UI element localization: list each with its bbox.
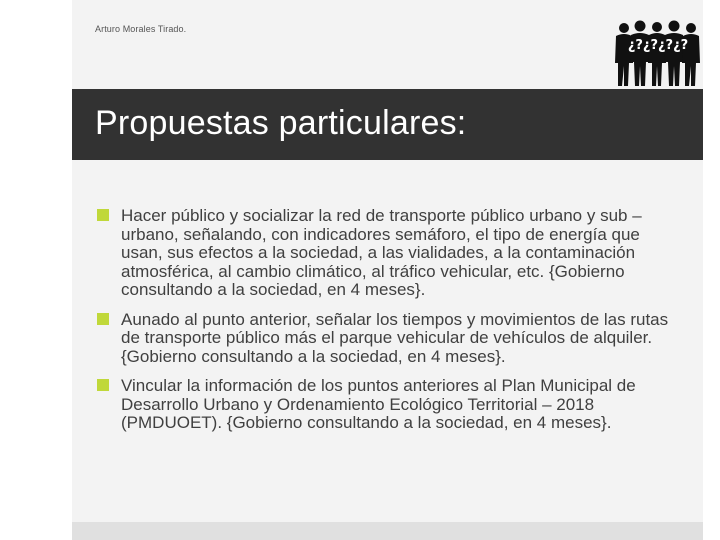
bullet-item (97, 311, 681, 367)
footer-band (72, 522, 703, 540)
author-name: Arturo Morales Tirado. (95, 24, 187, 34)
square-bullet-icon (97, 313, 109, 325)
bullet-item (97, 377, 681, 433)
logo-question-marks: ¿?¿?¿?¿? (627, 38, 689, 53)
square-bullet-icon (97, 379, 109, 391)
people-silhouettes-logo-icon (612, 18, 702, 88)
bullet-item (97, 207, 681, 300)
bullet-text: Hacer público y socializar la red de transporte público urbano y sub – urbano, señalando, con indicadores semáforo, el tipo de energía que usan, sus efectos a la sociedad, a las vialidades, a la contaminación atmosférica, al cambio climático, al tráfico vehicular, etc. {Gobierno consultando a la sociedad, en 4 meses}. (121, 206, 642, 299)
square-bullet-icon (97, 209, 109, 221)
slide-title: Propuestas particulares: (95, 104, 467, 142)
bullet-list (97, 207, 681, 444)
bullet-text: Aunado al punto anterior, señalar los tiempos y movimientos de las rutas de transporte público más el parque vehicular de vehículos de alquiler. {Gobierno consultando a la sociedad, en 4 meses}. (121, 309, 669, 366)
bullet-text: Vincular la información de los puntos anteriores al Plan Municipal de Desarrollo Urbano y Ordenamiento Ecológico Territorial – 2018 (PMDUOET). {Gobierno consultando a la sociedad, en 4 meses}. (121, 376, 636, 432)
